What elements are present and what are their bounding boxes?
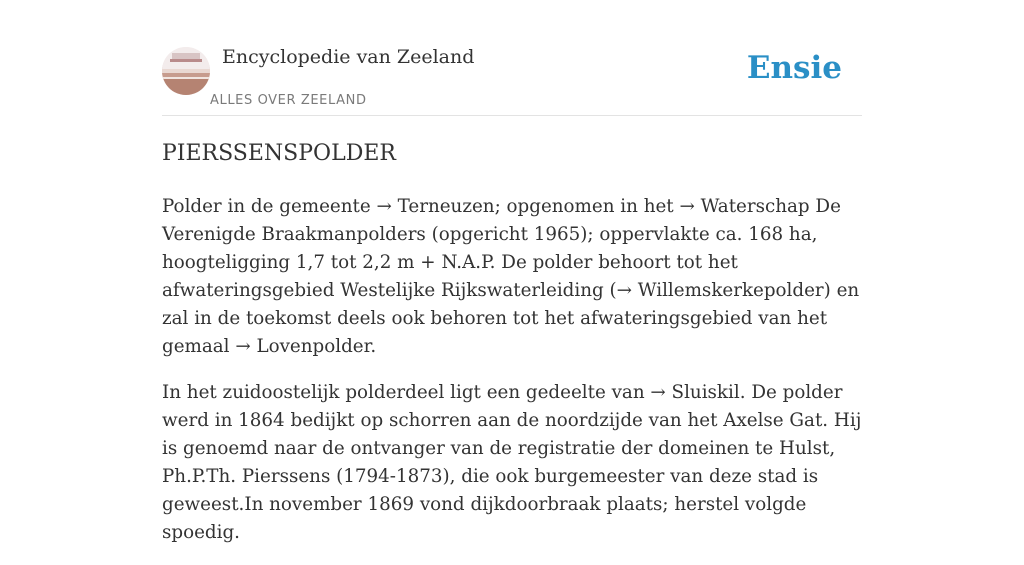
- link-lovenpolder[interactable]: → Lovenpolder: [235, 336, 371, 357]
- link-terneuzen[interactable]: → Terneuzen: [376, 196, 495, 217]
- text-segment: ; opgenomen in het: [494, 196, 680, 217]
- text-segment: (opgericht 1965); oppervlakte ca. 168 ha, hoogteligging 1,7 tot 2,2 m + N.A.P. De polder behoort tot het afwateringsgebied Westelijke Rijkswaterleiding (: [162, 224, 818, 301]
- header-divider: [162, 115, 862, 116]
- paragraph-2: [162, 379, 862, 547]
- text-segment: . De polder werd in 1864 bedijkt op schorren aan de noordzijde van het Axelse Gat. Hij is genoemd naar de ontvanger van de registratie der domeinen te Hulst, Ph.P.Th. Pierssens (1794-1873), die ook burgemeester van deze stad is geweest.In november 1869 vond dijkdoorbraak plaats; herstel volgde spoedig.: [162, 382, 862, 543]
- link-waterschap[interactable]: → Waterschap De Verenigde Braakmanpolders: [162, 196, 841, 245]
- paragraph-1: [162, 193, 862, 361]
- text-segment: .: [370, 336, 377, 357]
- link-sluiskil[interactable]: → Sluiskil: [650, 382, 740, 403]
- site-title[interactable]: Encyclopedie van Zeeland: [222, 46, 475, 68]
- entry-body: [162, 193, 862, 565]
- book-avatar-icon[interactable]: [162, 47, 210, 95]
- text-segment: ) en zal in de toekomst deels ook behoren tot het afwateringsgebied van het gemaal: [162, 280, 860, 357]
- link-willemskerkepolder[interactable]: → Willemskerkepolder: [616, 280, 824, 301]
- text-segment: Polder in de gemeente: [162, 196, 377, 217]
- text-segment: In het zuidoostelijk polderdeel ligt een gedeelte van: [162, 382, 651, 403]
- entry-title: PIERSSENSPOLDER: [162, 141, 396, 166]
- site-subtitle: ALLES OVER ZEELAND: [210, 93, 367, 108]
- ensie-logo[interactable]: Ensie: [746, 50, 842, 86]
